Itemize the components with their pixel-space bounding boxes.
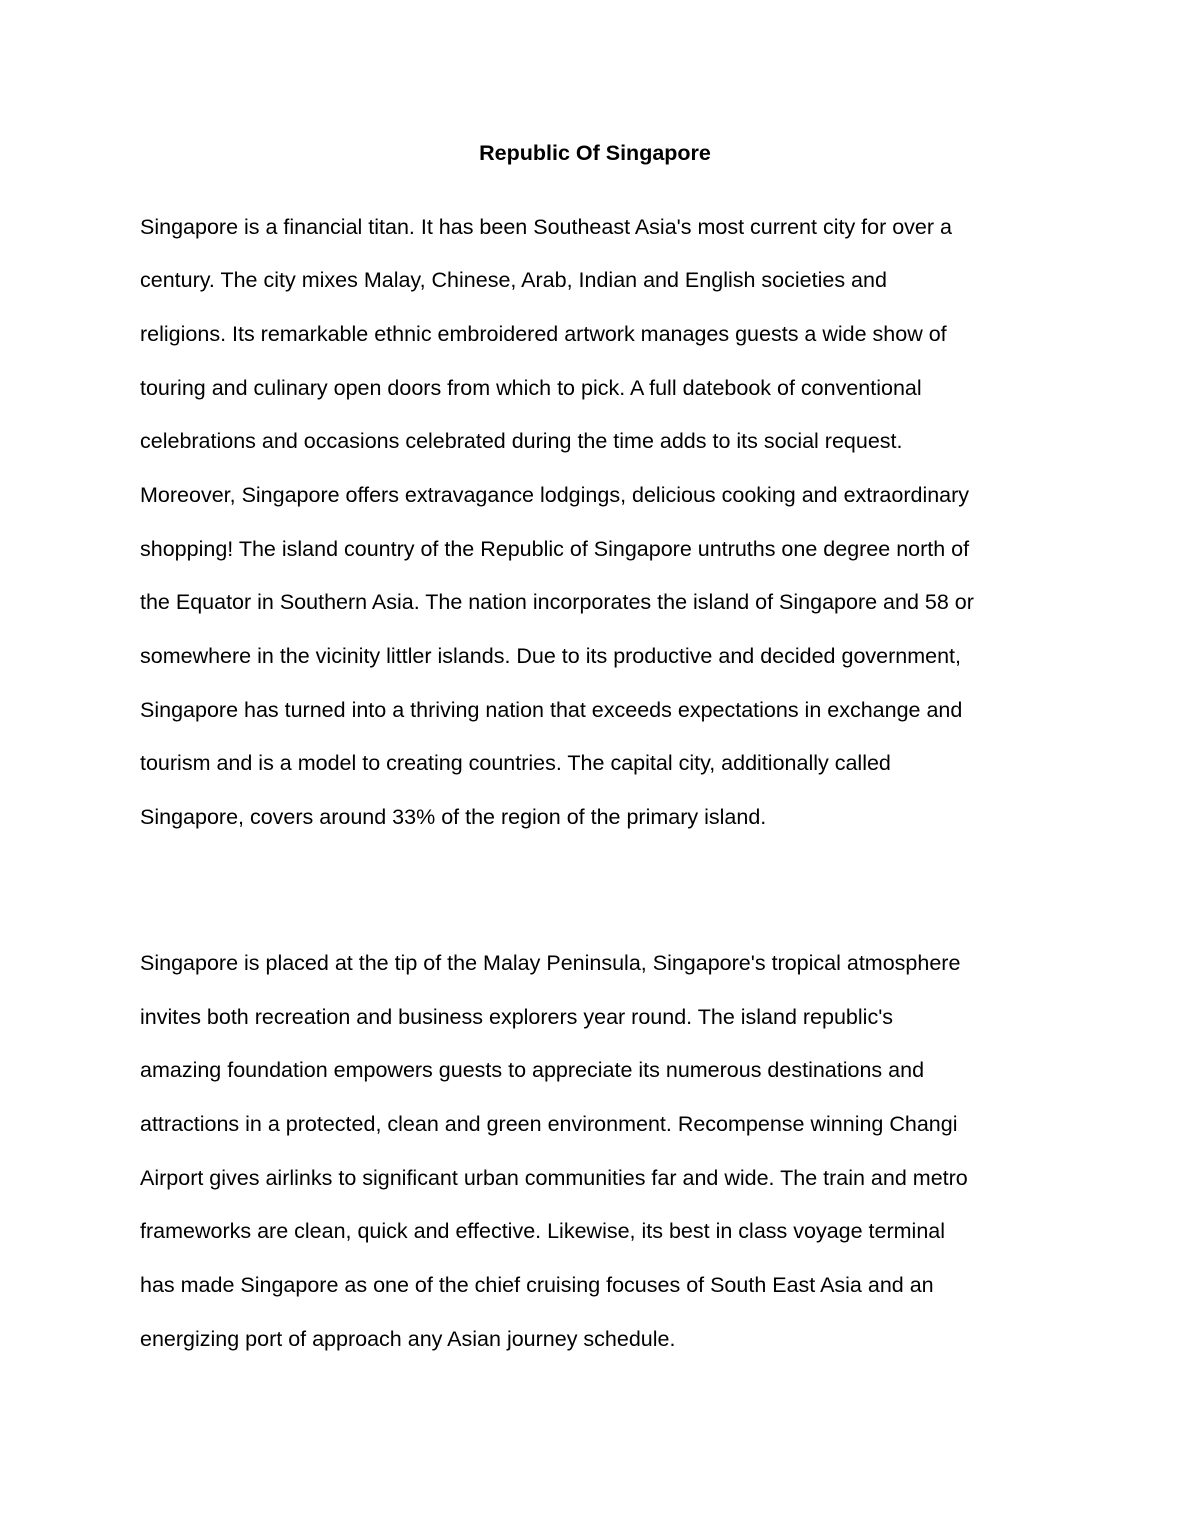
paragraph-line: frameworks are clean, quick and effective. Likewise, its best in class voyage terminal bbox=[140, 1219, 946, 1243]
paragraph-line: celebrations and occasions celebrated during the time adds to its social request. bbox=[140, 429, 903, 453]
paragraph-line: Singapore, covers around 33% of the region of the primary island. bbox=[140, 805, 767, 829]
paragraph-line: shopping! The island country of the Republic of Singapore untruths one degree north of bbox=[140, 537, 970, 561]
paragraph-line: Singapore has turned into a thriving nation that exceeds expectations in exchange and bbox=[140, 698, 963, 722]
paragraph-line: energizing port of approach any Asian journey schedule. bbox=[140, 1327, 676, 1351]
paragraph-line: somewhere in the vicinity littler islands. Due to its productive and decided government, bbox=[140, 644, 961, 668]
paragraph-line: amazing foundation empowers guests to appreciate its numerous destinations and bbox=[140, 1058, 925, 1082]
paragraph-line: invites both recreation and business explorers year round. The island republic's bbox=[140, 1005, 894, 1029]
paragraph-line: century. The city mixes Malay, Chinese, Arab, Indian and English societies and bbox=[140, 268, 887, 292]
paragraph-line: Singapore is a financial titan. It has been Southeast Asia's most current city for over a bbox=[140, 215, 952, 239]
paragraph-line: religions. Its remarkable ethnic embroidered artwork manages guests a wide show of bbox=[140, 322, 947, 346]
paragraph-line: the Equator in Southern Asia. The nation incorporates the island of Singapore and 58 or bbox=[140, 590, 974, 614]
paragraph-line: Airport gives airlinks to significant urban communities far and wide. The train and metro bbox=[140, 1166, 968, 1190]
document-title: Republic Of Singapore bbox=[479, 141, 711, 165]
paragraph-line: Moreover, Singapore offers extravagance lodgings, delicious cooking and extraordinary bbox=[140, 483, 970, 507]
paragraph-line: attractions in a protected, clean and green environment. Recompense winning Changi bbox=[140, 1112, 958, 1136]
paragraph-line: has made Singapore as one of the chief cruising focuses of South East Asia and an bbox=[140, 1273, 934, 1297]
paragraph-line: Singapore is placed at the tip of the Malay Peninsula, Singapore's tropical atmosphere bbox=[140, 951, 961, 975]
paragraph-line: tourism and is a model to creating countries. The capital city, additionally called bbox=[140, 751, 891, 775]
paragraph-line: touring and culinary open doors from which to pick. A full datebook of conventional bbox=[140, 376, 922, 400]
